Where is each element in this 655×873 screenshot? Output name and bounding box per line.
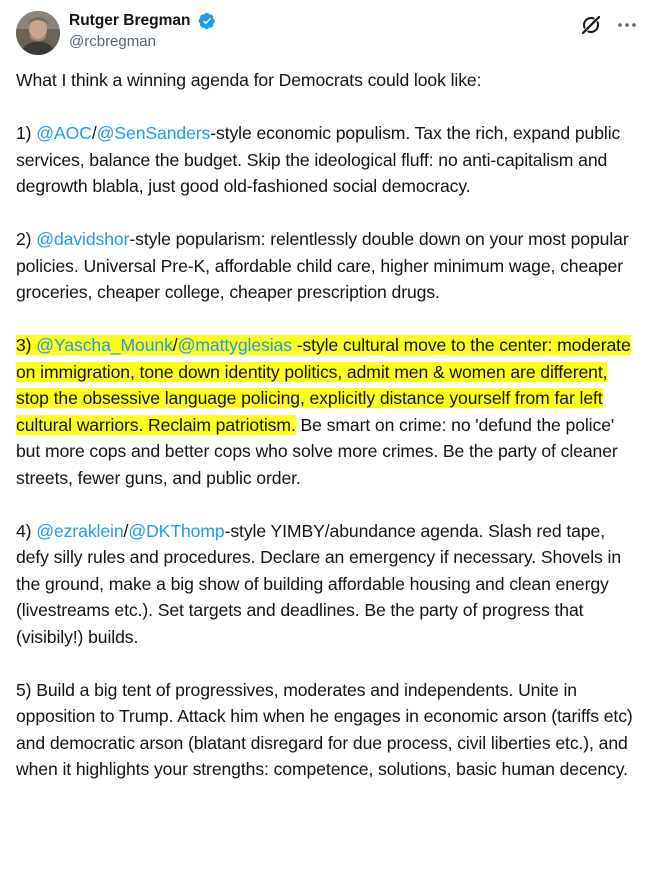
point-text: -style cultural move to the center: moderate on immigration, tone down identity politics, admit men & women are different, stop the obsessive language policing, explicitly distance yourself from far left cultural warriors. Reclaim patriotism. xyxy=(16,335,631,435)
agenda-point-2 xyxy=(16,226,640,306)
display-name[interactable]: Rutger Bregman xyxy=(69,12,191,29)
point-number: 2) xyxy=(16,229,37,249)
agenda-point-4 xyxy=(16,518,640,651)
mention-link[interactable]: @davidshor xyxy=(36,229,130,249)
point-number: 4) xyxy=(16,520,37,541)
agenda-point-3 xyxy=(16,332,640,491)
verified-badge-icon xyxy=(198,12,216,30)
tweet-text xyxy=(16,67,640,783)
mention-separator: / xyxy=(91,123,97,143)
point-text: -style economic populism. Tax the rich, expand public services, balance the budget. Skip the ideological fluff: no anti-capitalism and degrowth blabla, just good old-fashioned social democracy. xyxy=(16,123,621,196)
mention-link[interactable]: @AOC xyxy=(36,123,92,143)
agenda-point-1 xyxy=(16,120,640,200)
avatar-photo xyxy=(16,11,60,55)
tweet-intro: What I think a winning agenda for Democrats could look like: xyxy=(16,70,482,90)
point-text: -style YIMBY/abundance agenda. Slash red tape, defy silly rules and procedures. Declare an emergency if necessary. Shovels in the ground, make a big show of building affordable housing and clean energy (livestreams etc.). Set targets and deadlines. Be the party of progress that (visibily!) builds. xyxy=(16,520,622,647)
author-names xyxy=(69,11,216,52)
grok-icon[interactable] xyxy=(579,13,603,37)
mention-separator: / xyxy=(172,335,178,355)
mention-link[interactable]: @ezraklein xyxy=(36,520,124,541)
mention-separator: / xyxy=(123,520,129,541)
mention-link[interactable]: @Yascha_Mounk xyxy=(36,335,173,355)
mention-link[interactable]: @mattyglesias xyxy=(177,335,292,355)
mention-link[interactable]: @DKThomp xyxy=(128,520,225,541)
point-text: Be smart on crime: no 'defund the police' but more cops and better cops who solve more crimes. Be the party of cleaner streets, fewer guns, and public order. xyxy=(16,414,618,488)
avatar[interactable] xyxy=(16,11,60,55)
point-text: -style popularism: relentlessly double down on your most popular policies. Universal Pre-K, affordable child care, higher minimum wage, cheaper groceries, cheaper college, cheaper prescription drugs. xyxy=(16,229,629,302)
point-number: 1) xyxy=(16,123,37,143)
mention-link[interactable]: @SenSanders xyxy=(96,123,211,143)
agenda-point-5: 5) Build a big tent of progressives, moderates and independents. Unite in opposition to Trump. Attack him when he engages in economic arson (tariffs etc) and democratic arson (blatant disregard for due process, civil liberties etc.), and when it highlights your strengths: competence, solutions, basic human decency. xyxy=(16,679,633,779)
point-number: 3) xyxy=(16,335,37,355)
more-icon[interactable] xyxy=(615,13,639,37)
tweet-header xyxy=(16,9,639,55)
author-handle[interactable]: @rcbregman xyxy=(69,33,156,50)
